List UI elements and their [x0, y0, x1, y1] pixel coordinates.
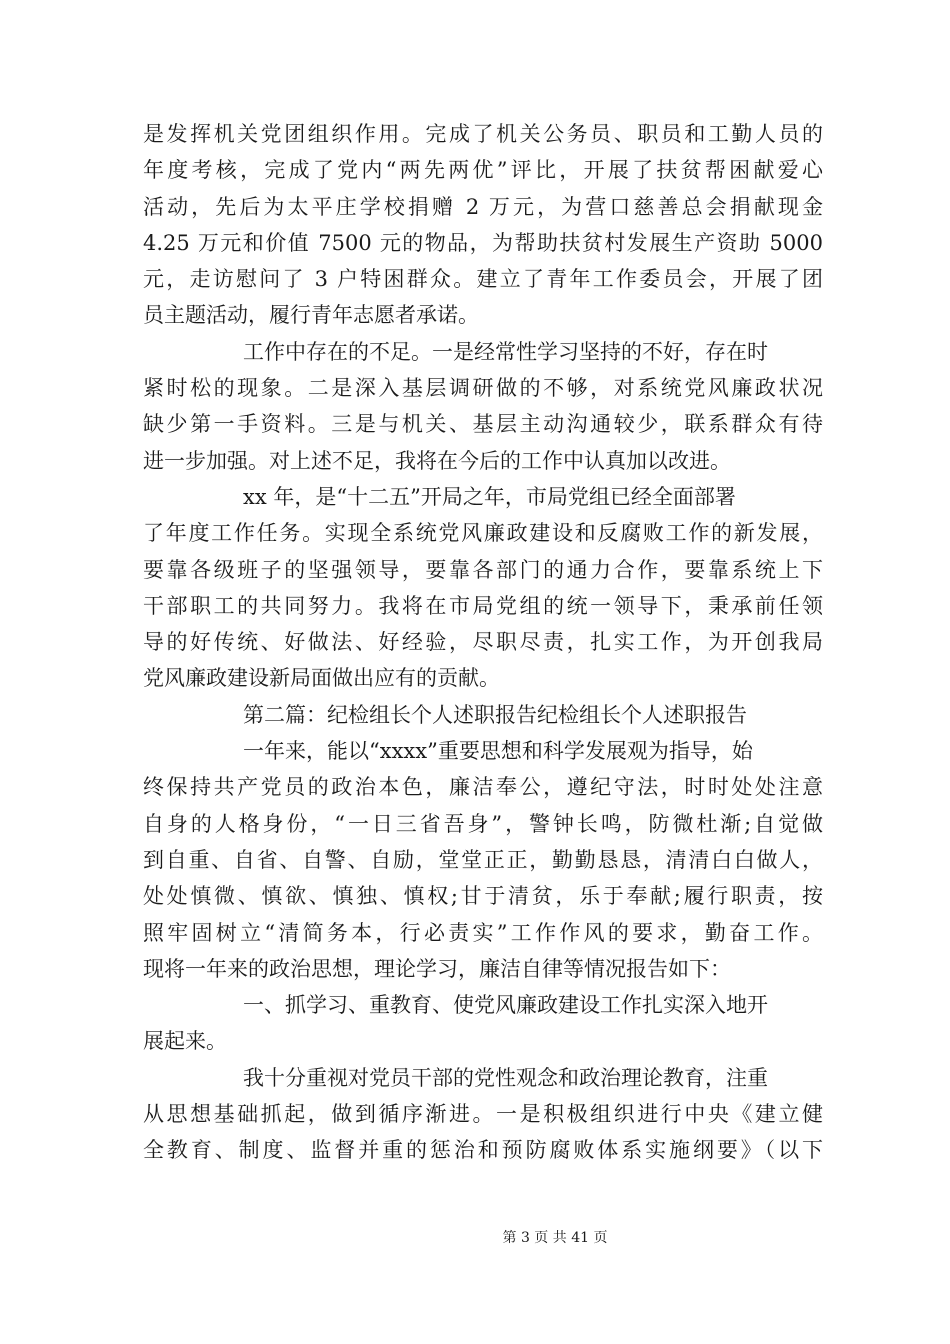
- text-line: 进一步加强。对上述不足，我将在今后的工作中认真加以改进。: [143, 448, 731, 473]
- text-line: 第二篇：纪检组长个人述职报告纪检组长个人述职报告: [243, 702, 747, 727]
- text-line: 导的好传统、好做法、好经验，尽职尽责，扎实工作，为开创我局: [143, 630, 823, 655]
- text-line: 年度考核，完成了党内“两先两优”评比，开展了扶贫帮困献爱心: [143, 158, 823, 183]
- text-line: 全教育、制度、监督并重的惩治和预防腐败体系实施纲要》（以下: [143, 1138, 823, 1163]
- document-body: [143, 116, 823, 1169]
- text-line: 干部职工的共同努力。我将在市局党组的统一领导下，秉承前任领: [143, 593, 823, 618]
- text-line: 是发挥机关党团组织作用。完成了机关公务员、职员和工勤人员的: [143, 122, 823, 146]
- text-line: 一、抓学习、重教育、使党风廉政建设工作扎实深入地开: [243, 993, 768, 1018]
- text-line: 终保持共产党员的政治本色，廉洁奉公，遵纪守法，时时处处注意: [143, 775, 823, 800]
- text-line: 4.25 万元和价值 7500 元的物品，为帮助扶贫村发展生产资助 5000: [143, 230, 823, 255]
- text-line: 一年来，能以“xxxx”重要思想和科学发展观为指导，始: [243, 739, 753, 764]
- text-line: 展起来。: [143, 1029, 227, 1054]
- text-line: 现将一年来的政治思想，理论学习，廉洁自律等情况报告如下：: [143, 956, 731, 981]
- text-line: xx 年，是“十二五”开局之年，市局党组已经全面部署: [243, 484, 736, 509]
- text-line: 处处慎微、慎欲、慎独、慎权;甘于清贫，乐于奉献;履行职责，按: [143, 884, 823, 909]
- text-line: 员主题活动，履行青年志愿者承诺。: [143, 303, 479, 328]
- text-line: 从思想基础抓起，做到循序渐进。一是积极组织进行中央《建立健: [143, 1102, 823, 1127]
- text-line: 了年度工作任务。实现全系统党风廉政建设和反腐败工作的新发展，: [143, 521, 823, 546]
- text-line: 工作中存在的不足。一是经常性学习坚持的不好，存在时: [243, 339, 768, 364]
- text-line: 照牢固树立“清简务本，行必责实”工作作风的要求，勤奋工作。: [143, 920, 823, 945]
- text-line: 活动，先后为太平庄学校捐赠 2 万元，为营口慈善总会捐献现金: [143, 194, 823, 219]
- text-line: 我十分重视对党员干部的党性观念和政治理论教育，注重: [243, 1065, 768, 1090]
- text-line: 自身的人格身份，“一日三省吾身”，警钟长鸣，防微杜渐;自觉做: [143, 811, 823, 836]
- text-line: 缺少第一手资料。三是与机关、基层主动沟通较少，联系群众有待: [143, 412, 823, 437]
- text-line: 党风廉政建设新局面做出应有的贡献。: [143, 666, 500, 691]
- text-line: 要靠各级班子的坚强领导，要靠各部门的通力合作，要靠系统上下: [143, 557, 823, 582]
- page-footer: 第 3 页 共 41 页: [502, 1230, 608, 1246]
- text-line: 元，走访慰问了 3 户特困群众。建立了青年工作委员会，开展了团: [143, 267, 823, 292]
- text-line: 到自重、自省、自警、自励，堂堂正正，勤勤恳恳，清清白白做人，: [143, 847, 823, 872]
- text-line: 紧时松的现象。二是深入基层调研做的不够，对系统党风廉政状况: [143, 376, 823, 401]
